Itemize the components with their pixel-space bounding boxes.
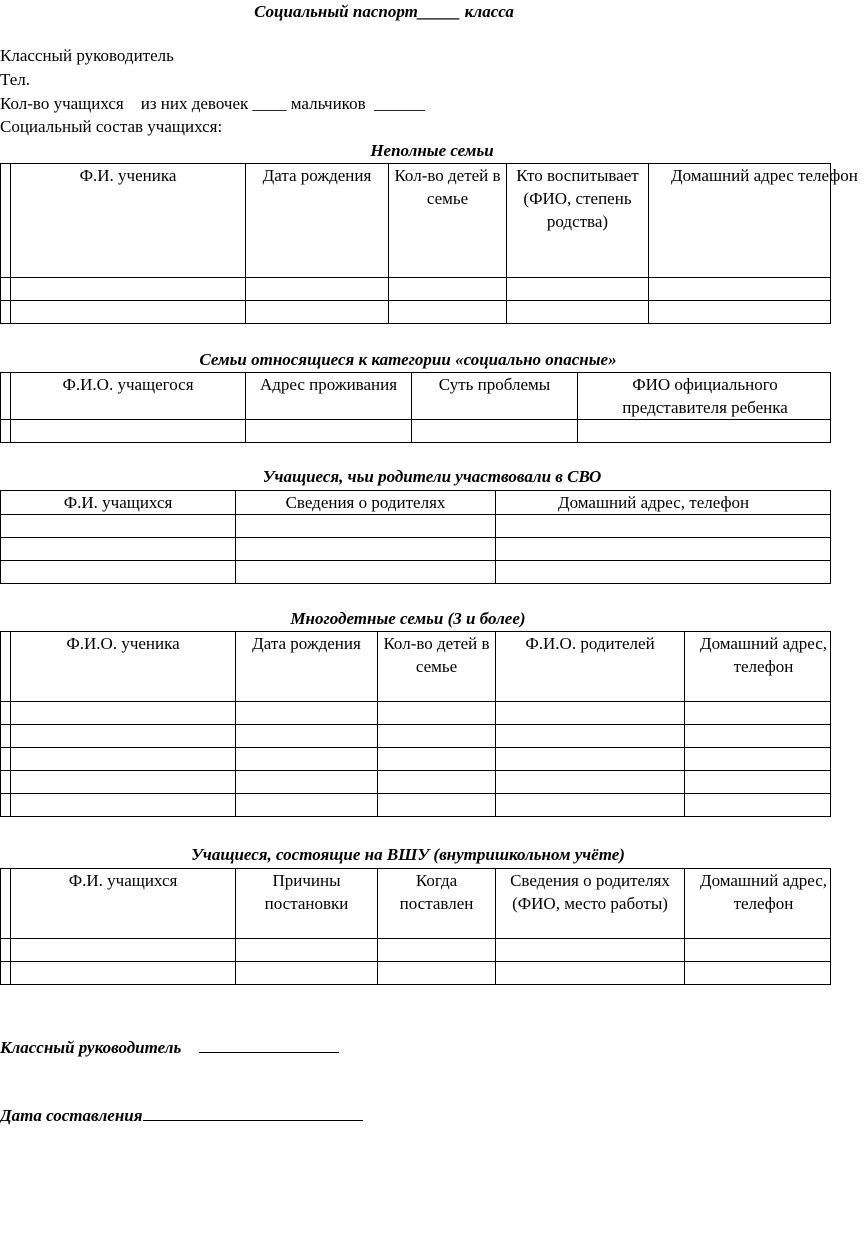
- table-row: [1, 748, 831, 771]
- table-header-cell: Кол-во детей в семье: [378, 632, 496, 702]
- student-count-line: Кол-во учащихся из них девочек ____ мальчиков ______: [0, 94, 426, 113]
- table-header-cell: Когда поставлен: [378, 869, 496, 939]
- table-title-svo-participants: Учащиеся, чьи родители участвовали в СВО: [262, 467, 602, 486]
- table-header-cell: Сведения о родителях (ФИО, место работы): [496, 869, 685, 939]
- table-header-cell: [1, 632, 11, 702]
- table-row: [1, 939, 831, 962]
- phone-line: Тел.: [0, 70, 31, 89]
- table-row: [1, 725, 831, 748]
- table-row: [1, 561, 831, 584]
- composition-line: Социальный состав учащихся:: [0, 117, 223, 136]
- table-svo-participants: [0, 490, 831, 584]
- teacher-line: Классный руководитель: [0, 46, 174, 65]
- table-header-cell: Причины постановки: [236, 869, 378, 939]
- table-header-cell: ФИО официального представителя ребенка: [578, 373, 831, 420]
- table-header-cell: Суть проблемы: [412, 373, 578, 420]
- signature-date-label: Дата составления: [0, 1106, 143, 1125]
- table-header-cell: [1, 869, 11, 939]
- table-header-cell: Ф.И.О. учащегося: [11, 373, 246, 420]
- table-row: [1, 771, 831, 794]
- table-title-school-register: Учащиеся, состоящие на ВШУ (внутришкольном учёте): [191, 845, 625, 864]
- table-header-cell: Кто воспитывает (ФИО, степень родства): [507, 164, 649, 278]
- table-row: [1, 278, 831, 301]
- signature-teacher-label: Классный руководитель: [0, 1038, 182, 1057]
- table-title-socially-dangerous: Семьи относящиеся к категории «социально опасные»: [199, 350, 617, 369]
- table-row: [1, 702, 831, 725]
- table-header-cell: Кол-во детей в семье: [389, 164, 507, 278]
- table-row: [1, 794, 831, 817]
- signature-teacher-line: [199, 1036, 339, 1053]
- table-socially-dangerous: [0, 372, 831, 443]
- table-header-cell: Дата рождения: [236, 632, 378, 702]
- table-row: [1, 301, 831, 324]
- table-header-cell: [1, 164, 11, 278]
- signature-date-line: [143, 1104, 363, 1121]
- table-large-families: [0, 631, 831, 817]
- table-header-cell: Ф.И. учащихся: [1, 491, 236, 515]
- table-incomplete-families: [0, 163, 858, 324]
- signature-teacher: [0, 1036, 339, 1058]
- page-title: Социальный паспорт_____ класса: [254, 2, 514, 21]
- table-header-cell: Ф.И. ученика: [11, 164, 246, 278]
- table-school-register: [0, 868, 831, 985]
- table-header-cell: Домашний адрес, телефон: [496, 491, 831, 515]
- table-header-cell: Домашний адрес, телефон: [685, 632, 831, 702]
- table-header-cell: Ф.И. учащихся: [11, 869, 236, 939]
- table-header-cell: Ф.И.О. ученика: [11, 632, 236, 702]
- table-header-cell: Дата рождения: [246, 164, 389, 278]
- table-header-cell: Ф.И.О. родителей: [496, 632, 685, 702]
- table-header-cell: Домашний адрес, телефон: [685, 869, 831, 939]
- table-header-cell: [1, 373, 11, 420]
- table-header-cell: Домашний адрес телефон: [649, 164, 831, 278]
- table-header-cell: Адрес проживания: [246, 373, 412, 420]
- signature-date: [0, 1104, 363, 1126]
- table-row: [1, 538, 831, 561]
- table-header-cell: Сведения о родителях: [236, 491, 496, 515]
- table-title-large-families: Многодетные семьи (3 и более): [290, 609, 526, 628]
- table-title-incomplete-families: Неполные семьи: [370, 141, 494, 160]
- table-row: [1, 515, 831, 538]
- table-row: [1, 962, 831, 985]
- table-row: [1, 420, 831, 443]
